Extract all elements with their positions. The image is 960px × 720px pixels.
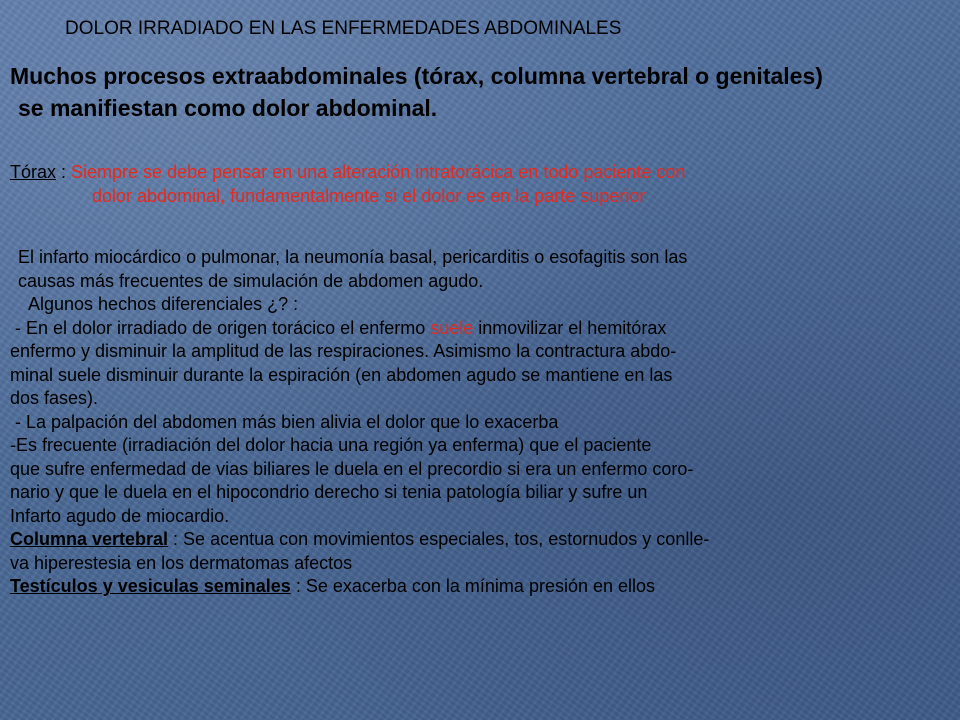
diff1-line-2: enfermo y disminuir la amplitud de las respiraciones. Asimismo la contractura abdo- <box>10 341 677 361</box>
diff3-line-2: que sufre enfermedad de vias biliares le duela en el precordio si era un enfermo coro- <box>10 458 694 479</box>
torax-section <box>10 161 685 208</box>
lead-line-2: se manifiestan como dolor abdominal. <box>18 95 438 121</box>
hechos-heading: Algunos hechos diferenciales ¿? : <box>28 294 299 314</box>
diff1-pre: - En el dolor irradiado de origen torácico el enfermo <box>15 317 431 338</box>
columna-line-1 <box>10 528 709 552</box>
diff2-line: - La palpación del abdomen más bien alivia el dolor que lo exacerba <box>15 411 559 432</box>
diff1-highlight: suele <box>430 317 474 338</box>
lead-line-1: Muchos procesos extraabdominales (tórax, columna vertebral o genitales) <box>10 63 823 89</box>
body-paragraphs <box>10 246 709 599</box>
diff3-line-3: nario y que le duela en el hipocondrio derecho si tenia patología biliar y sufre un <box>10 482 648 502</box>
testiculos-label: Testículos y vesiculas seminales <box>10 576 291 596</box>
diff1-post: inmovilizar el hemitórax <box>473 317 667 338</box>
columna-text: : Se acentua con movimientos especiales, tos, estornudos y conlle- <box>168 529 710 549</box>
columna-line-2: va hiperestesia en los dermatomas afectos <box>10 552 353 573</box>
diff1-line-1 <box>10 317 709 341</box>
torax-line-1 <box>10 161 685 185</box>
para1-line-1: El infarto miocárdico o pulmonar, la neumonía basal, pericarditis o esofagitis son las <box>18 247 688 267</box>
diff1-line-4: dos fases). <box>10 388 99 408</box>
torax-warning-line-2: dolor abdominal, fundamentalmente si el dolor es en la parte superior <box>92 185 646 206</box>
columna-label: Columna vertebral <box>10 529 169 549</box>
slide-title: DOLOR IRRADIADO EN LAS ENFERMEDADES ABDOMINALES <box>65 18 622 39</box>
torax-warning-text: Siempre se debe pensar en una alteración intratorácica en todo paciente con <box>71 162 686 182</box>
diff1-line-3: minal suele disminuir durante la espiración (en abdomen agudo se mantiene en las <box>10 364 673 385</box>
lead-statement <box>10 60 823 124</box>
para1-line-2: causas más frecuentes de simulación de abdomen agudo. <box>18 270 484 291</box>
testiculos-text: : Se exacerba con la mínima presión en ellos <box>290 576 656 596</box>
testiculos-line <box>10 575 709 599</box>
torax-label: Tórax <box>10 162 57 182</box>
diff3-line-4: Infarto agudo de miocardio. <box>10 505 230 526</box>
torax-separator: : <box>56 162 72 182</box>
diff3-line-1: -Es frecuente (irradiación del dolor hacia una región ya enferma) que el paciente <box>10 435 652 455</box>
